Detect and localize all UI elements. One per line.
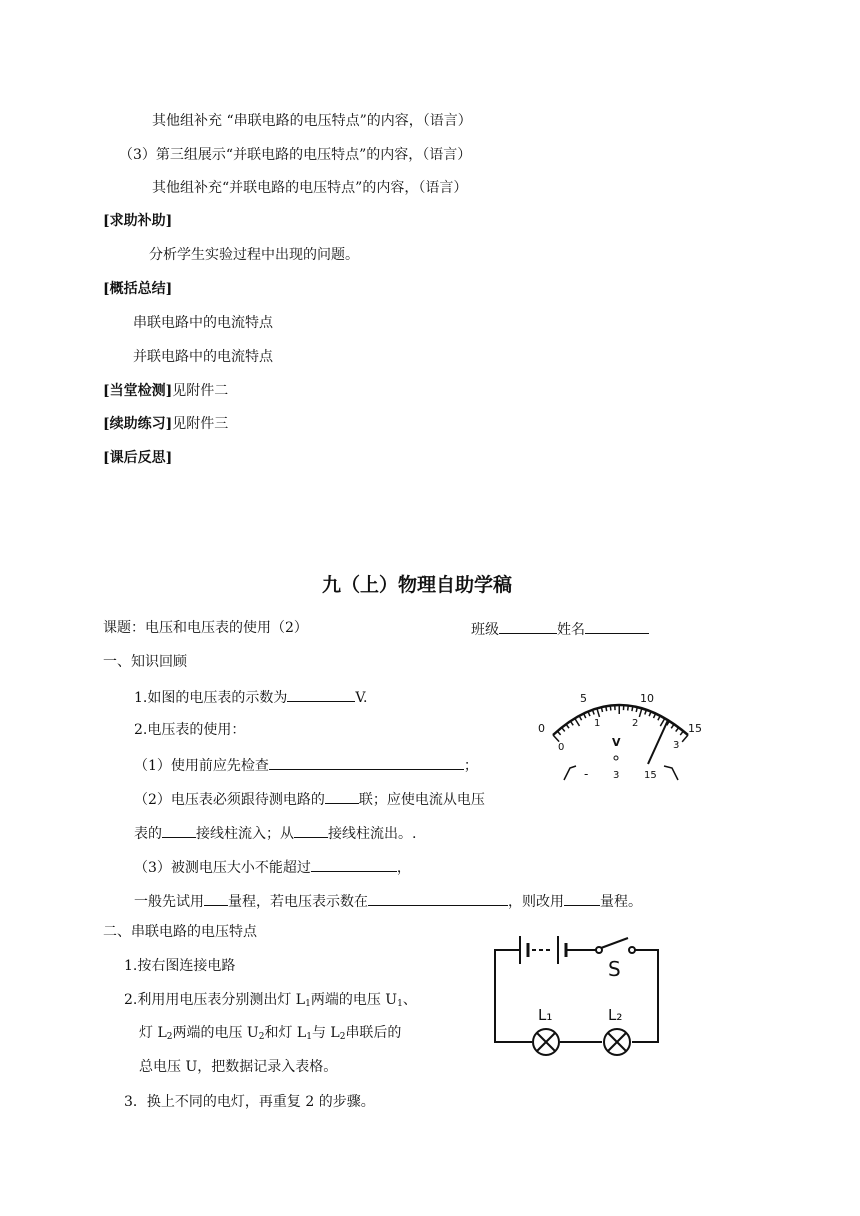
practice-text: 见附件三	[172, 416, 229, 432]
meter-tick	[570, 721, 573, 725]
question-2: 2.电压表的使用：	[134, 722, 246, 738]
terminal-dot-3	[614, 756, 618, 760]
section-heading-help: [求助补助]	[103, 213, 173, 229]
meter-upper-5: 5	[580, 692, 587, 705]
meter-tick	[597, 708, 600, 717]
subscript: 2	[258, 1032, 265, 1042]
q2-1-text: （1）使用前应先检查	[134, 758, 269, 774]
terminal-15: 15	[644, 770, 657, 781]
q2-4-blank-2[interactable]	[368, 891, 508, 906]
terminal-3: 3	[613, 770, 620, 781]
meter-tick	[553, 735, 559, 742]
step-2-end: 总电压 U，把数据记录入表格。	[139, 1059, 338, 1075]
class-label: 班级	[471, 622, 499, 638]
circuit-wire	[632, 950, 658, 1042]
step-2-cont	[139, 1024, 401, 1042]
meter-tick	[628, 706, 629, 711]
meter-tick	[671, 724, 674, 728]
topic-line: 课题：电压和电压表的使用（2）	[103, 620, 308, 636]
q2-4-blank-3[interactable]	[564, 891, 600, 906]
lamp-1-icon	[533, 1029, 559, 1055]
step2-text: 两端的电压 U	[172, 1025, 259, 1041]
section-heading-series: 二、串联电路的电压特点	[103, 924, 257, 940]
subscript: 1	[397, 999, 403, 1009]
section-heading-review: 一、知识回顾	[103, 654, 187, 670]
q2-3-text: （3）被测电压大小不能超过	[134, 860, 311, 876]
circuit-wire	[495, 950, 532, 1042]
meter-lower-1: 1	[594, 718, 601, 729]
battery-icon	[520, 936, 570, 964]
q2-4-text-c: ，则改用	[508, 894, 564, 910]
meter-tick	[653, 714, 655, 719]
q2-4-text-a: 一般先试用	[134, 894, 204, 910]
q2-4-text-d: 量程。	[600, 894, 642, 910]
practice-line	[103, 415, 228, 433]
text-line: （3）第三组展示“并联电路的电压特点”的内容，（语言）	[119, 147, 472, 163]
meter-needle	[648, 720, 668, 764]
question-2-1	[134, 755, 478, 775]
meter-upper-15: 15	[688, 722, 702, 735]
q2-1-end: ；	[463, 758, 478, 774]
question-2-2-cont	[134, 823, 416, 843]
section-heading-practice: [续助练习]	[103, 416, 173, 432]
text-line: 并联电路中的电流特点	[133, 349, 273, 365]
step2-text: 与 L	[311, 1025, 340, 1041]
text-line: 串联电路中的电流特点	[133, 315, 273, 331]
subscript: 2	[166, 1032, 173, 1042]
test-line	[103, 382, 228, 400]
meter-tick	[566, 724, 569, 728]
meter-tick	[606, 706, 607, 711]
subscript: 1	[305, 999, 311, 1009]
step-2	[124, 991, 417, 1009]
q2-2-blank-2[interactable]	[162, 823, 196, 838]
q2-2-text-b: 联；应使电流从电压	[358, 792, 485, 808]
name-label: 姓名	[557, 622, 585, 638]
meter-tick	[658, 716, 660, 720]
text-line: 分析学生实验过程中出现的问题。	[149, 247, 359, 263]
meter-lower-2: 2	[632, 718, 639, 729]
meter-lower-3: 3	[673, 740, 680, 751]
q2-4-text-b: 量程，若电压表示数在	[228, 894, 368, 910]
meter-lower-0: 0	[558, 742, 565, 753]
question-2-4	[134, 891, 642, 911]
step2-text: 和灯 L	[264, 1025, 307, 1041]
class-blank[interactable]	[499, 619, 557, 634]
switch-label: S	[608, 957, 621, 981]
meter-upper-10: 10	[640, 692, 654, 705]
meter-tick	[584, 714, 586, 719]
meter-tick	[682, 735, 688, 742]
q2-2-text-c: 表的	[134, 826, 162, 842]
terminal-negative: -	[584, 767, 589, 781]
terminal-negative-icon	[564, 766, 576, 780]
question-1	[134, 687, 367, 707]
switch-icon	[596, 938, 635, 953]
step2-text: 、	[402, 992, 417, 1008]
step2-text: 串联后的	[345, 1025, 402, 1041]
step-3: 3．换上不同的电灯，再重复 2 的步骤。	[124, 1094, 375, 1110]
meter-tick	[562, 728, 565, 732]
step2-text: 灯 L	[139, 1025, 167, 1041]
meter-tick	[639, 708, 642, 717]
terminal-15-icon	[664, 766, 678, 780]
q2-2-blank-1[interactable]	[325, 789, 359, 804]
circuit-diagram	[490, 930, 665, 1055]
subscript: 1	[306, 1032, 312, 1042]
subscript: 2	[339, 1032, 346, 1042]
question-2-2	[134, 789, 485, 809]
page-title: 九（上）物理自助学稿	[322, 574, 513, 596]
q2-4-blank-1[interactable]	[204, 891, 228, 906]
q2-1-blank[interactable]	[269, 755, 464, 770]
q2-2-text-e: 接线柱流出。.	[328, 826, 417, 842]
q2-2-blank-3[interactable]	[294, 823, 328, 838]
meter-tick	[579, 716, 581, 720]
section-heading-reflect: [课后反思]	[103, 450, 173, 466]
test-text: 见附件二	[172, 383, 229, 399]
meter-tick	[575, 718, 580, 726]
step2-text: 2.利用用电压表分别测出灯 L	[124, 992, 306, 1008]
text-line: 其他组补充“并联电路的电压特点”的内容，（语言）	[152, 180, 468, 196]
step2-text: 两端的电压 U	[310, 992, 398, 1008]
q1-blank[interactable]	[287, 687, 355, 702]
step-1: 1.按右图连接电路	[124, 958, 236, 974]
q1-text: 1.如图的电压表的示数为	[134, 690, 288, 706]
meter-tick	[680, 731, 683, 735]
name-blank[interactable]	[585, 619, 649, 634]
q1-unit: V.	[355, 690, 368, 706]
meter-tick	[632, 706, 633, 711]
meter-upper-0: 0	[538, 722, 545, 735]
section-heading-test: [当堂检测]	[103, 383, 173, 399]
meter-unit: V	[612, 736, 621, 749]
voltmeter-figure	[528, 680, 708, 790]
lamp-2-icon	[604, 1029, 630, 1055]
text-line: 其他组补充 “串联电路的电压特点”的内容，（语言）	[152, 113, 472, 129]
question-2-3	[134, 857, 411, 877]
q2-2-text-d: 接线柱流入；从	[196, 826, 294, 842]
q2-3-blank[interactable]	[311, 857, 397, 872]
class-name-line	[471, 619, 649, 639]
lamp-2-label: L₂	[608, 1006, 623, 1024]
section-heading-summary: [概括总结]	[103, 281, 173, 297]
q2-3-end: ，	[396, 860, 411, 876]
meter-tick	[676, 728, 679, 732]
meter-tick	[660, 718, 665, 726]
q2-2-text-a: （2）电压表必须跟待测电路的	[134, 792, 325, 808]
meter-tick	[610, 706, 611, 711]
lamp-1-label: L₁	[538, 1006, 553, 1024]
meter-tick	[557, 731, 560, 735]
